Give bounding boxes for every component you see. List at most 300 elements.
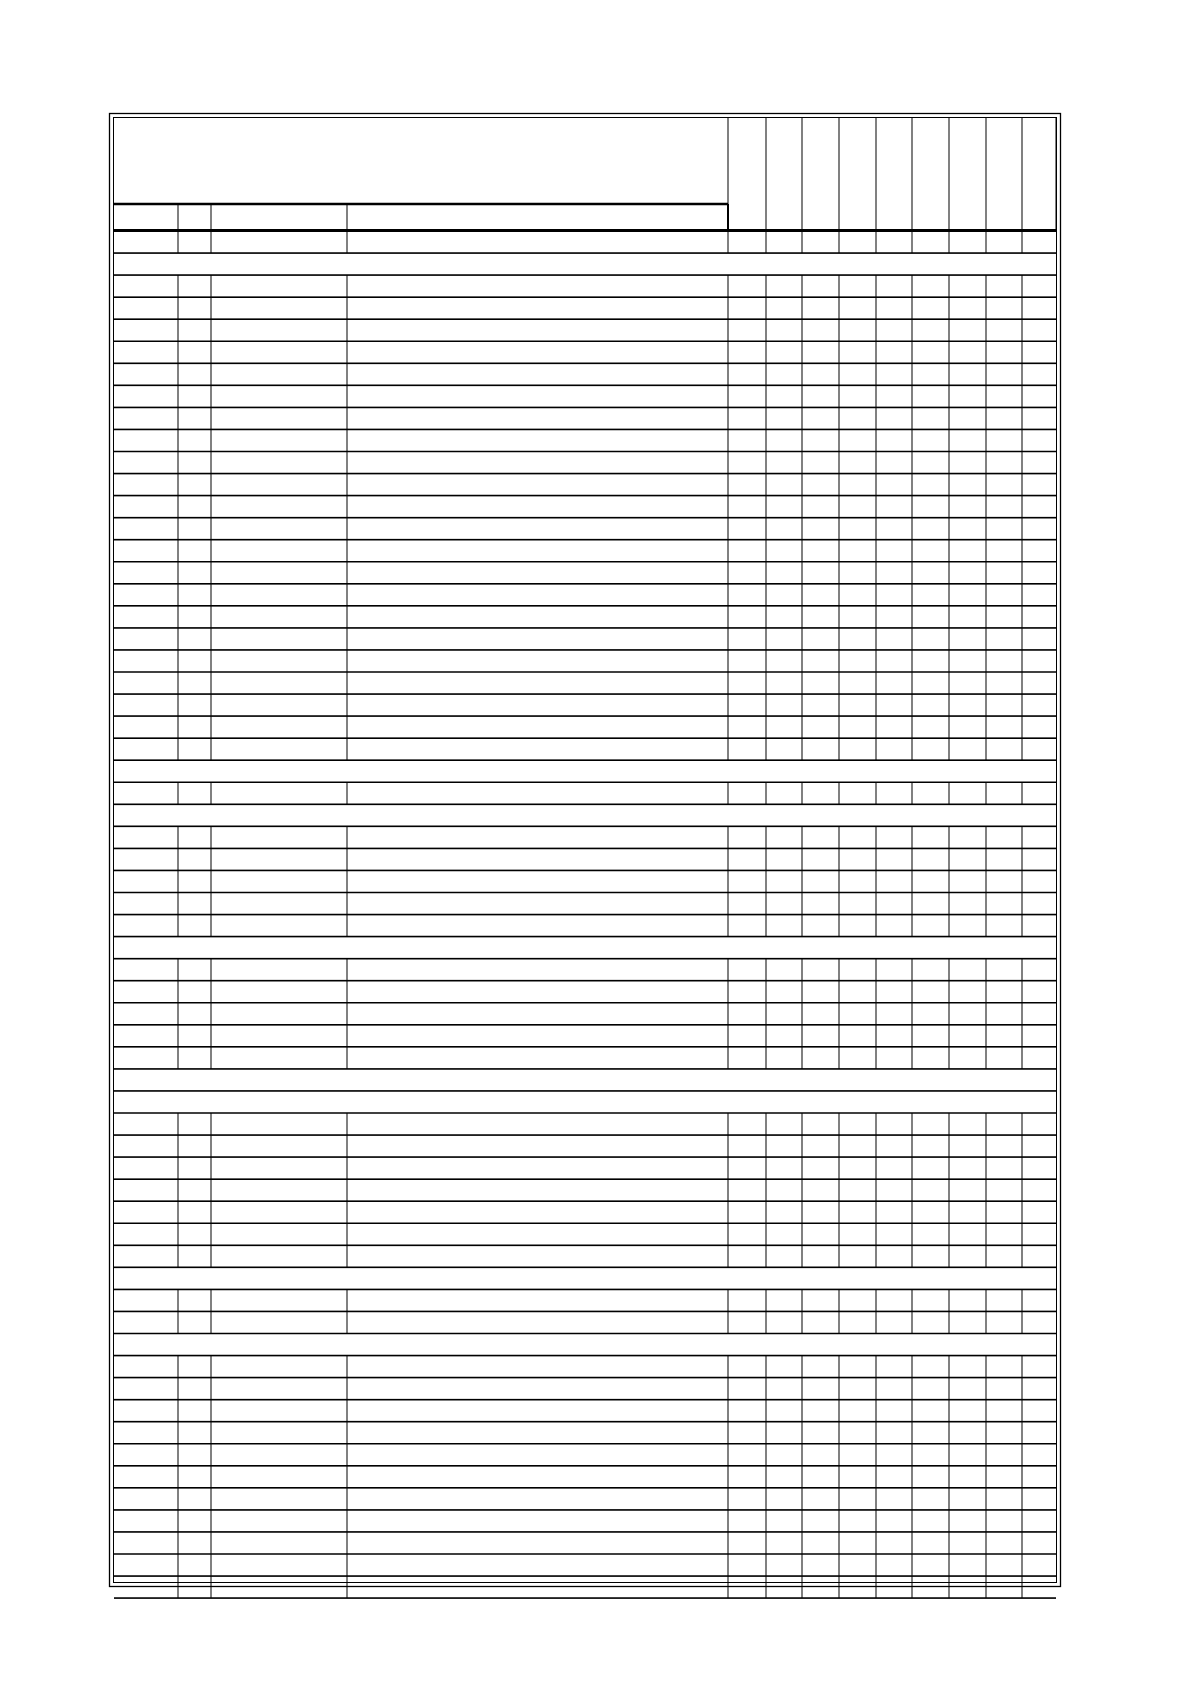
table-cell <box>115 695 177 715</box>
table-row <box>114 628 1056 650</box>
table-cell <box>729 232 765 252</box>
table-cell <box>729 607 765 627</box>
table-row <box>114 981 1056 1003</box>
table-cell <box>767 563 801 583</box>
table-cell <box>877 585 911 605</box>
table-cell <box>212 298 346 318</box>
table-cell <box>950 430 985 450</box>
table-cell <box>840 1114 875 1134</box>
table-cell <box>729 1489 765 1509</box>
table-cell <box>179 1312 210 1332</box>
table-cell <box>1023 320 1055 340</box>
table-cell <box>950 849 985 869</box>
table-cell <box>729 585 765 605</box>
table-cell <box>115 519 177 539</box>
table-cell <box>729 408 765 428</box>
table-cell <box>840 739 875 759</box>
table-cell <box>179 475 210 495</box>
table-cell <box>987 629 1021 649</box>
table-cell <box>348 1180 727 1200</box>
table-cell <box>803 497 838 517</box>
table-cell <box>803 475 838 495</box>
table-cell <box>987 1489 1021 1509</box>
table-cell <box>840 673 875 693</box>
table-cell <box>767 1467 801 1487</box>
table-cell <box>840 1180 875 1200</box>
table-cell <box>179 1577 210 1597</box>
table-cell <box>803 386 838 406</box>
table-cell <box>950 607 985 627</box>
table-cell <box>987 386 1021 406</box>
table-row <box>114 319 1056 341</box>
table-cell <box>1023 1577 1055 1597</box>
table-cell <box>348 1136 727 1156</box>
table-cell <box>212 1048 346 1068</box>
table-cell <box>212 894 346 914</box>
table-cell <box>1023 871 1055 891</box>
table-cell <box>987 1004 1021 1024</box>
table-cell <box>729 629 765 649</box>
table-row <box>114 429 1056 451</box>
table-cell <box>729 453 765 473</box>
table-cell <box>729 541 765 561</box>
table-cell <box>913 1489 948 1509</box>
table-cell <box>212 739 346 759</box>
table-cell <box>348 1511 727 1531</box>
table-row <box>114 1576 1056 1598</box>
table-cell <box>913 871 948 891</box>
table-cell <box>115 276 177 296</box>
table-cell <box>115 430 177 450</box>
table-cell <box>1023 849 1055 869</box>
table-cell <box>1023 1004 1055 1024</box>
table-cell <box>913 1048 948 1068</box>
table-cell <box>1023 1379 1055 1399</box>
table-cell <box>950 695 985 715</box>
table-row <box>114 1113 1056 1135</box>
table-cell <box>987 320 1021 340</box>
table-cell <box>987 849 1021 869</box>
table-cell <box>987 827 1021 847</box>
table-cell <box>840 607 875 627</box>
table-row <box>114 1025 1056 1047</box>
table-cell <box>877 1048 911 1068</box>
table-cell <box>803 607 838 627</box>
table-cell <box>913 629 948 649</box>
table-cell <box>840 651 875 671</box>
table-cell <box>179 717 210 737</box>
table-cell <box>913 783 948 803</box>
table-row <box>114 1466 1056 1488</box>
table-cell <box>348 1114 727 1134</box>
table-cell <box>913 1026 948 1046</box>
table-cell <box>179 342 210 362</box>
table-cell <box>1023 673 1055 693</box>
table-cell <box>913 1202 948 1222</box>
table-cell <box>950 783 985 803</box>
table-cell <box>913 1511 948 1531</box>
table-cell <box>913 651 948 671</box>
table-cell <box>767 673 801 693</box>
table-cell <box>1023 563 1055 583</box>
table-cell <box>729 1202 765 1222</box>
table-cell <box>115 453 177 473</box>
table-cell <box>803 364 838 384</box>
table-cell <box>913 320 948 340</box>
table-cell <box>348 585 727 605</box>
table-cell <box>950 673 985 693</box>
table-cell <box>877 386 911 406</box>
table-cell <box>803 916 838 936</box>
table-cell <box>877 629 911 649</box>
table-cell <box>767 960 801 980</box>
table-cell <box>767 1114 801 1134</box>
table-cell <box>1023 497 1055 517</box>
table-cell <box>115 651 177 671</box>
table-cell <box>1023 386 1055 406</box>
table-cell <box>348 739 727 759</box>
table-cell <box>803 1048 838 1068</box>
table-cell <box>729 1158 765 1178</box>
table-cell <box>729 320 765 340</box>
table-cell <box>729 1357 765 1377</box>
table-cell <box>115 982 177 1002</box>
table-cell <box>950 1158 985 1178</box>
table-cell <box>729 1026 765 1046</box>
table-cell <box>877 541 911 561</box>
table-cell <box>877 1401 911 1421</box>
table-cell <box>729 739 765 759</box>
table-row <box>114 1201 1056 1223</box>
table-cell <box>179 739 210 759</box>
table-cell <box>212 1180 346 1200</box>
table-cell <box>803 519 838 539</box>
table-cell <box>767 1026 801 1046</box>
table-cell <box>803 408 838 428</box>
table-cell <box>877 1026 911 1046</box>
table-cell <box>1023 408 1055 428</box>
table-cell <box>1023 651 1055 671</box>
table-cell <box>348 563 727 583</box>
table-cell <box>950 827 985 847</box>
table-cell <box>729 1533 765 1553</box>
table-cell <box>212 1312 346 1332</box>
table-cell <box>987 739 1021 759</box>
table-cell <box>767 849 801 869</box>
table-cell <box>877 894 911 914</box>
table-cell <box>348 1401 727 1421</box>
table-cell <box>950 1312 985 1332</box>
table-cell <box>729 1379 765 1399</box>
table-cell <box>212 982 346 1002</box>
table-cell <box>840 453 875 473</box>
table-cell <box>729 1114 765 1134</box>
table-cell <box>729 386 765 406</box>
table-cell <box>1023 298 1055 318</box>
table-cell <box>179 453 210 473</box>
table-cell <box>348 1202 727 1222</box>
table-cell <box>913 1114 948 1134</box>
table-cell <box>1023 342 1055 362</box>
table-cell <box>950 541 985 561</box>
table-cell <box>212 1555 346 1575</box>
table-cell <box>987 563 1021 583</box>
table-cell <box>1023 1202 1055 1222</box>
table-cell <box>913 430 948 450</box>
table-cell <box>767 1004 801 1024</box>
table-cell <box>179 1026 210 1046</box>
table-cell <box>877 1180 911 1200</box>
table-cell <box>1023 276 1055 296</box>
table-cell <box>212 1379 346 1399</box>
table-cell <box>1023 717 1055 737</box>
table-cell <box>913 342 948 362</box>
table-cell <box>877 1357 911 1377</box>
table-cell <box>179 1445 210 1465</box>
table-cell <box>1023 1511 1055 1531</box>
table-cell <box>950 1467 985 1487</box>
table-cell <box>1023 1533 1055 1553</box>
table-cell <box>913 1246 948 1266</box>
table-cell <box>1023 1114 1055 1134</box>
table-cell <box>179 1489 210 1509</box>
table-cell <box>950 364 985 384</box>
table-cell <box>803 651 838 671</box>
table-cell <box>840 1423 875 1443</box>
table-cell <box>840 563 875 583</box>
table-cell <box>987 1467 1021 1487</box>
table-cell <box>348 453 727 473</box>
table-cell <box>913 739 948 759</box>
table-cell <box>212 563 346 583</box>
table-row <box>114 738 1056 760</box>
table-cell <box>840 408 875 428</box>
table-cell <box>1023 1224 1055 1244</box>
table-cell <box>1023 541 1055 561</box>
table-cell <box>212 475 346 495</box>
table-cell <box>115 563 177 583</box>
table-cell <box>767 1489 801 1509</box>
table-cell <box>877 453 911 473</box>
table-cell <box>950 1357 985 1377</box>
table-cell <box>348 232 727 252</box>
table-cell <box>950 342 985 362</box>
table-cell <box>348 1423 727 1443</box>
table-row <box>114 1135 1056 1157</box>
table-cell <box>212 651 346 671</box>
table-cell <box>1023 1048 1055 1068</box>
table-cell <box>348 916 727 936</box>
table-cell <box>729 1048 765 1068</box>
table-row <box>114 782 1056 804</box>
table-cell <box>767 1246 801 1266</box>
table-cell <box>840 871 875 891</box>
table-row <box>114 1311 1056 1333</box>
table-cell <box>877 1136 911 1156</box>
table-cell <box>877 408 911 428</box>
table-cell <box>803 1533 838 1553</box>
table-cell <box>348 408 727 428</box>
table-cell <box>212 320 346 340</box>
table-cell <box>1023 1026 1055 1046</box>
table-cell <box>767 783 801 803</box>
table-cell <box>115 673 177 693</box>
table-cell <box>803 298 838 318</box>
table-cell <box>729 1423 765 1443</box>
table-cell <box>212 871 346 891</box>
table-cell <box>987 497 1021 517</box>
table-cell <box>913 1577 948 1597</box>
table-cell <box>913 475 948 495</box>
table-cell <box>877 871 911 891</box>
table-cell <box>950 386 985 406</box>
table-cell <box>115 1180 177 1200</box>
table-cell <box>877 1202 911 1222</box>
table-cell <box>803 1246 838 1266</box>
table-cell <box>987 298 1021 318</box>
table-cell <box>877 827 911 847</box>
table-cell <box>212 1577 346 1597</box>
table-cell <box>913 1401 948 1421</box>
table-cell <box>212 497 346 517</box>
form-table <box>114 231 1056 1598</box>
table-cell <box>840 541 875 561</box>
table-cell <box>115 1533 177 1553</box>
table-cell <box>913 1423 948 1443</box>
table-cell <box>212 827 346 847</box>
table-cell <box>767 982 801 1002</box>
table-cell <box>115 1026 177 1046</box>
table-cell <box>803 1224 838 1244</box>
table-cell <box>212 717 346 737</box>
table-cell <box>115 916 177 936</box>
table-cell <box>767 1290 801 1310</box>
table-cell <box>1023 1489 1055 1509</box>
table-cell <box>913 1357 948 1377</box>
table-cell <box>987 607 1021 627</box>
table-cell <box>767 475 801 495</box>
table-cell <box>348 827 727 847</box>
table-cell <box>115 386 177 406</box>
table-cell <box>803 1202 838 1222</box>
table-cell <box>179 1533 210 1553</box>
table-cell <box>1023 960 1055 980</box>
table-cell <box>115 364 177 384</box>
table-cell <box>1023 739 1055 759</box>
table-cell <box>212 386 346 406</box>
table-cell <box>348 629 727 649</box>
table-cell <box>729 1224 765 1244</box>
table-cell <box>877 1467 911 1487</box>
table-cell <box>729 894 765 914</box>
table-cell <box>767 585 801 605</box>
table-cell <box>803 342 838 362</box>
table-cell <box>212 1114 346 1134</box>
table-cell <box>179 298 210 318</box>
table-cell <box>348 541 727 561</box>
table-cell <box>987 475 1021 495</box>
table-row <box>114 915 1056 937</box>
table-cell <box>115 475 177 495</box>
table-cell <box>179 1246 210 1266</box>
table-cell <box>840 1026 875 1046</box>
table-cell <box>1023 894 1055 914</box>
table-row <box>114 1356 1056 1378</box>
table-row <box>114 1223 1056 1245</box>
table-cell <box>803 1114 838 1134</box>
table-cell <box>987 1445 1021 1465</box>
table-cell <box>840 1401 875 1421</box>
table-cell <box>348 1246 727 1266</box>
table-cell <box>987 541 1021 561</box>
table-cell <box>840 1555 875 1575</box>
table-cell <box>767 298 801 318</box>
table-cell <box>803 1423 838 1443</box>
table-cell <box>877 1379 911 1399</box>
table-cell <box>767 1379 801 1399</box>
table-cell <box>729 1511 765 1531</box>
table-cell <box>950 629 985 649</box>
table-cell <box>115 1158 177 1178</box>
table-cell <box>212 1290 346 1310</box>
table-cell <box>950 1577 985 1597</box>
table-cell <box>179 849 210 869</box>
table-cell <box>179 894 210 914</box>
table-cell <box>212 430 346 450</box>
table-cell <box>729 475 765 495</box>
table-row <box>114 275 1056 297</box>
table-row <box>114 1510 1056 1532</box>
table-cell <box>179 497 210 517</box>
table-cell <box>348 982 727 1002</box>
table-cell <box>348 1158 727 1178</box>
table-cell <box>803 1555 838 1575</box>
table-cell <box>115 1379 177 1399</box>
table-cell <box>840 1577 875 1597</box>
table-cell <box>179 982 210 1002</box>
table-cell <box>767 695 801 715</box>
table-cell <box>212 1445 346 1465</box>
table-cell <box>115 1401 177 1421</box>
table-cell <box>767 342 801 362</box>
table-cell <box>877 1246 911 1266</box>
table-cell <box>767 739 801 759</box>
table-cell <box>767 1048 801 1068</box>
table-cell <box>1023 1555 1055 1575</box>
table-cell <box>212 1467 346 1487</box>
table-cell <box>877 320 911 340</box>
table-cell <box>950 1202 985 1222</box>
table-cell <box>1023 519 1055 539</box>
table-cell <box>212 1489 346 1509</box>
table-cell <box>348 430 727 450</box>
table-cell <box>840 827 875 847</box>
table-cell <box>115 320 177 340</box>
table-cell <box>987 585 1021 605</box>
table-cell <box>803 739 838 759</box>
table-cell <box>767 827 801 847</box>
table-cell <box>950 1290 985 1310</box>
table-cell <box>840 519 875 539</box>
table-cell <box>803 453 838 473</box>
table-cell <box>950 298 985 318</box>
table-cell <box>950 1445 985 1465</box>
table-cell <box>877 1290 911 1310</box>
table-cell <box>913 849 948 869</box>
table-cell <box>729 1467 765 1487</box>
table-cell <box>348 298 727 318</box>
table-cell <box>115 232 177 252</box>
